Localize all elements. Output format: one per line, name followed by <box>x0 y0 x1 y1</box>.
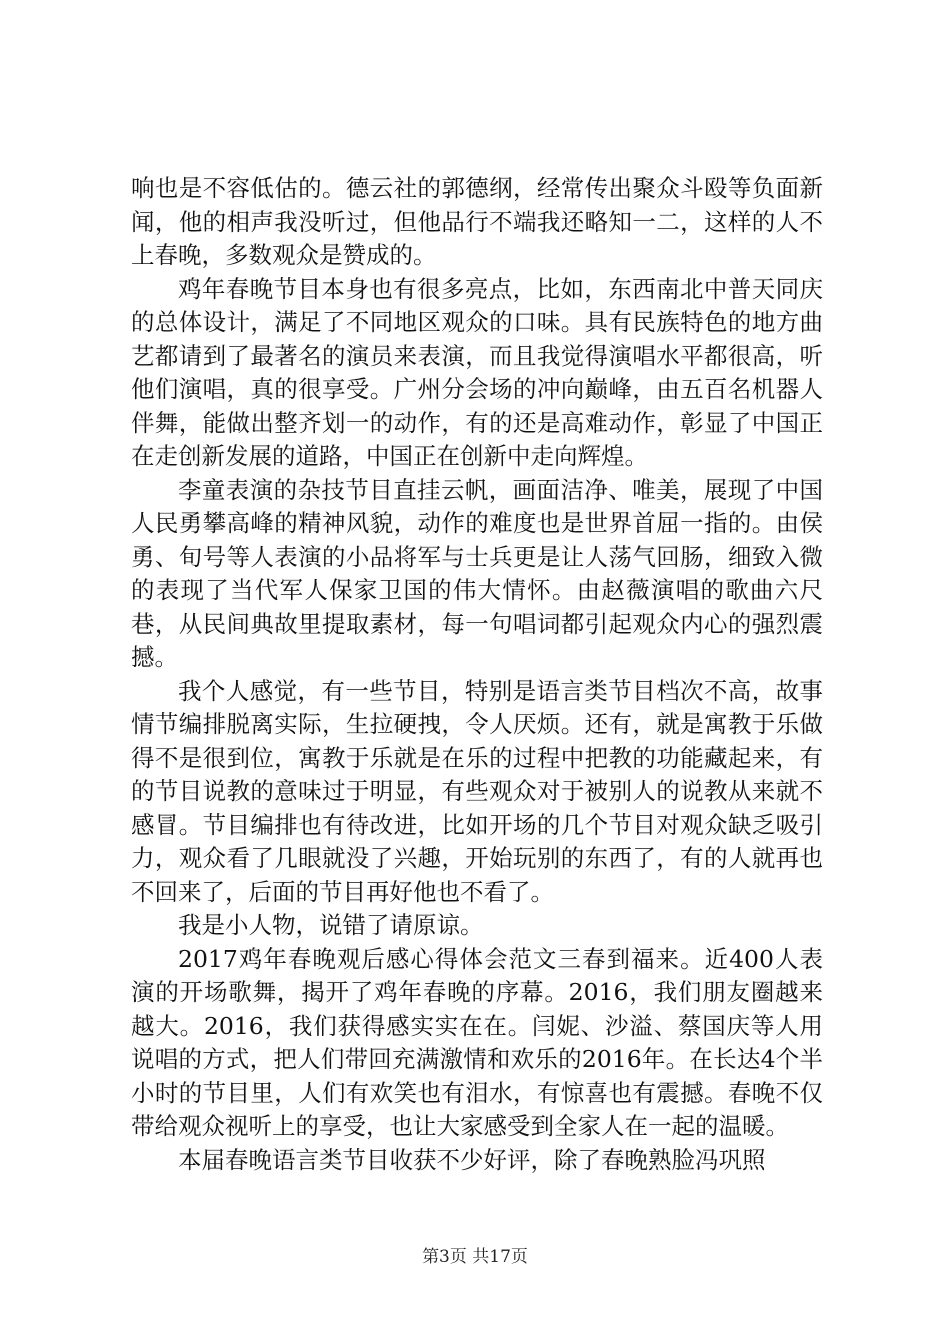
paragraph-continuation: 响也是不容低估的。德云社的郭德纲，经常传出聚众斗殴等负面新闻，他的相声我没听过，但他品行不端我还略知一二，这样的人不上春晚，多数观众是赞成的。 <box>131 174 823 269</box>
page-footer <box>0 1247 950 1267</box>
paragraph: 我个人感觉，有一些节目，特别是语言类节目档次不高，故事情节编排脱离实际，生拉硬拽，令人厌烦。还有，就是寓教于乐做得不是很到位，寓教于乐就是在乐的过程中把教的功能藏起来，有的节目说教的意味过于明显，有些观众对于被别人的说教从来就不感冒。节目编排也有待改进，比如开场的几个节目对观众缺乏吸引力，观众看了几眼就没了兴趣，开始玩别的东西了，有的人就再也不回来了，后面的节目再好他也不看了。 <box>131 676 823 906</box>
paragraph: 鸡年春晚节目本身也有很多亮点，比如，东西南北中普天同庆的总体设计，满足了不同地区观众的口味。具有民族特色的地方曲艺都请到了最著名的演员来表演，而且我觉得演唱水平都很高，听他们演唱，真的很享受。广州分会场的冲向巅峰，由五百名机器人伴舞，能做出整齐划一的动作，有的还是高难动作，彰显了中国正在走创新发展的道路，中国正在创新中走向辉煌。 <box>131 274 823 470</box>
paragraph: 2017鸡年春晚观后感心得体会范文三春到福来。近400人表演的开场歌舞，揭开了鸡年春晚的序幕。2016，我们朋友圈越来越大。2016，我们获得感实实在在。闫妮、沙溢、蔡国庆等人用说唱的方式，把人们带回充满激情和欢乐的2016年。在长达4个半小时的节目里，人们有欢笑也有泪水，有惊喜也有震撼。春晚不仅带给观众视听上的享受，也让大家感受到全家人在一起的温暖。 <box>131 944 823 1140</box>
paragraph: 本届春晚语言类节目收获不少好评，除了春晚熟脸冯巩照 <box>178 1145 766 1174</box>
paragraph: 我是小人物，说错了请原谅。 <box>178 911 484 939</box>
page-number: 第3页 共17页 <box>422 1247 528 1267</box>
body-text <box>131 172 823 1177</box>
paragraph: 李童表演的杂技节目直挂云帆，画面洁净、唯美，展现了中国人民勇攀高峰的精神风貌，动作的难度也是世界首屈一指的。由侯勇、旬号等人表演的小品将军与士兵更是让人荡气回肠，细致入微的表现了当代军人保家卫国的伟大情怀。由赵薇演唱的歌曲六尺巷，从民间典故里提取素材，每一句唱词都引起观众内心的强烈震撼。 <box>131 475 823 671</box>
